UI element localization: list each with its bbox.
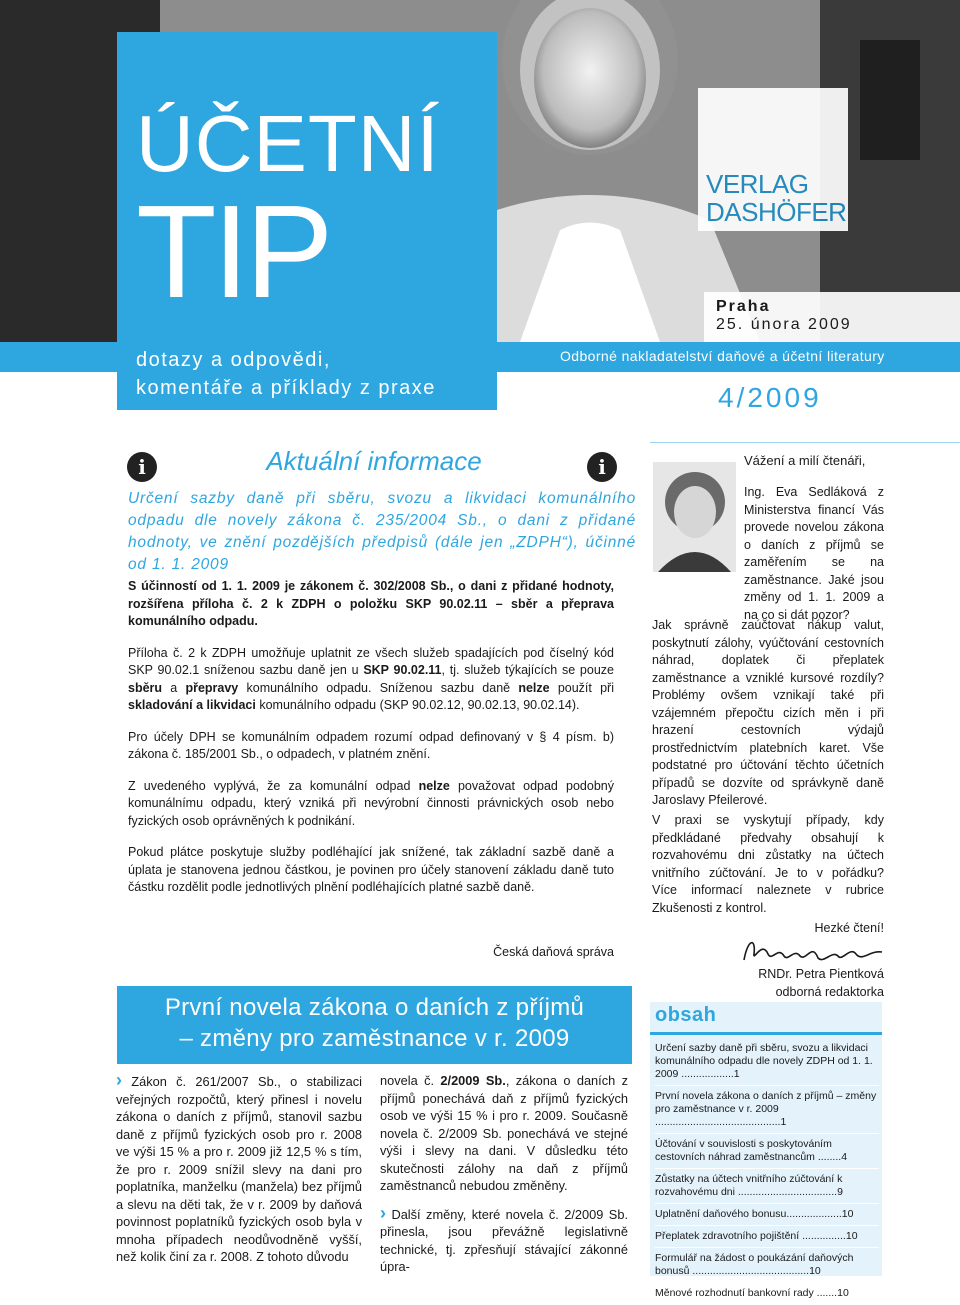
info-icon: i xyxy=(587,452,617,482)
article2-col1 xyxy=(116,1072,362,1266)
article-para-5: Pokud plátce poskytuje služby podléhající jak snížené, tak základní sazbě daně a úplata je stanovena jednou částkou, je povinen pro účely stanovení základu daně tuto částku rozdělit podle jednotlivých plnění podléhajících platné sazbě daně. xyxy=(128,845,614,894)
chevron-right-icon: › xyxy=(380,1202,386,1223)
text-run: komunálního odpadu. Sníženou sazbu daně xyxy=(238,680,519,695)
logo-text xyxy=(706,170,846,226)
article-para-1: S účinností od 1. 1. 2009 je zákonem č. 302/2008 Sb., o dani z přidané hodnoty, rozšířena příloha č. 2 k ZDPH o položku SKP 90.02.11 – sběr a přeprava komunálního odpadu. xyxy=(128,579,614,628)
section-title: Aktuální informace xyxy=(266,446,482,476)
article-body xyxy=(128,578,614,911)
text-run-bold: 2/2009 Sb. xyxy=(440,1073,506,1088)
toc-item-text: Přeplatek zdravotního pojištění ............... xyxy=(655,1230,846,1242)
text-run: použít při xyxy=(549,680,614,695)
text-run: Příloha č. 2 k ZDPH umožňuje uplatnit ze všech služeb spadajících pod číselný kód SKP 90.02.1 sníženou sazbu daně jen u xyxy=(128,645,614,677)
toc-item-page: 10 xyxy=(837,1287,849,1299)
toc-item-page: 9 xyxy=(837,1186,843,1198)
toc-item[interactable] xyxy=(655,1169,879,1204)
issue-number: 4/2009 xyxy=(718,382,822,413)
signature-image xyxy=(738,932,888,968)
toc-item-text: Určení sazby daně při sběru, svozu a likvidaci komunálního odpadu dle novely ZDPH od 1. 1. 2009 .................. xyxy=(655,1042,873,1080)
article-para-3: Pro účely DPH se komunálním odpadem rozumí odpad definovaný v § 4 písm. b) zákona č. 185/2001 Sb., o odpadech, v platném znění. xyxy=(128,729,614,761)
toc-item-text: Formulář na žádost o poukázání daňových bonusů ........................................ xyxy=(655,1252,854,1277)
toc-item-text: Zůstatky na účtech vnitřního zúčtování k rozvahovému dni .................................. xyxy=(655,1173,843,1198)
publisher-logo xyxy=(698,88,848,231)
text-run: komunálního odpadu (SKP 90.02.12, 90.02.13, 90.02.14). xyxy=(255,698,580,712)
masthead-title-line1: ÚČETNÍ xyxy=(136,99,440,188)
masthead-title-line2: TIP xyxy=(136,178,330,325)
article2-col1-text: Zákon č. 261/2007 Sb., o stabilizaci veřejných rozpočtů, který přinesl i novelu zákona o daních z příjmů, stanovil sazbu daně z příjmů fyzických osob pro r. 2008 ve výši 15 % a pro r. 2009 již 12,5 % s tím, že pro r. 2009 snížil slevy na dani pro poplatníka, manželku (manžela) bez příjmů a slevu na děti tak, že v r. 2009 by daňová povinnost poplatníků fyzických osob byla v mnoha případech neodůvodněně vyšší, než kolik činí za r. 2008. Z tohoto důvodu xyxy=(116,1074,362,1264)
toc-item-page: 4 xyxy=(841,1151,848,1163)
text-run: novela č. xyxy=(380,1073,441,1088)
article2-title-line1: První novela zákona o daních z příjmů xyxy=(164,994,585,1021)
toc-title: obsah xyxy=(655,1004,717,1026)
editorial-closing: Hezké čtení! xyxy=(814,921,884,935)
text-run: Další změny, které novela č. 2/2009 Sb. přinesla, jsou převážně legislativně technické, tj. zpřesňují stávající zákonné úpra- xyxy=(380,1206,629,1274)
editorial-para-1: Ing. Eva Sedláková z Ministerstva financí Vás provede novelou zákona o daních z příjmů se zaměřením se na zaměstnance. Jaké jsou změny od 1. 1. 2009 a na co si dát pozor? xyxy=(744,485,884,622)
toc-item[interactable] xyxy=(655,1226,879,1248)
article-lead: Určení sazby daně při sběru, svozu a likvidaci komunálního odpadu dle novely zákona č. 235/2004 Sb., o dani z přidané hodnoty, ve znění pozdějších předpisů (dále jen „ZDPH“), účinné od 1. 1. 2009 xyxy=(128,490,636,573)
text-run: a xyxy=(162,680,186,695)
article2-col2-para2 xyxy=(380,1202,629,1276)
author-role: odborná redaktorka xyxy=(775,984,884,999)
toc-item-text: První novela zákona o daních z příjmů – změny pro zaměstnance v r. 2009 ........................................... xyxy=(655,1090,877,1128)
info-icon: i xyxy=(127,452,157,482)
toc-divider xyxy=(650,1032,882,1035)
text-run-bold: nelze xyxy=(418,778,450,793)
logo-line1: VERLAG xyxy=(706,169,809,199)
toc-item[interactable] xyxy=(655,1204,879,1226)
tagline-line1: dotazy a odpovědi, xyxy=(136,349,331,371)
toc-item-page: 10 xyxy=(845,1230,858,1242)
editorial-para-2: Jak správně zaúčtovat nákup valut, poskytnutí zálohy, vyúčtování cestovních náhrad, doplatek či přeplatek zaměstnance a vzniklé kursové rozdíly? Problémy ovšem vznikají také při vzájemném přepočtu cizích měn i při hrazení cestovních výdajů prostřednictvím platebních karet. Vše podstatné pro účtování těchto účetních případů se dozvíte od správkyně daně Jaroslavy Pfeilerové. xyxy=(652,618,884,807)
portrait-illustration xyxy=(653,462,736,572)
issue-date: 25. února 2009 xyxy=(716,316,852,333)
toc-item-page: 10 xyxy=(809,1265,821,1277)
issue-city: Praha xyxy=(716,298,771,315)
article-para-2 xyxy=(128,645,614,715)
tagline-line2: komentáře a příklady z praxe xyxy=(136,377,436,399)
text-run-bold: sběru xyxy=(128,680,163,695)
editorial-author xyxy=(652,966,884,1001)
text-run: , tj. služeb týkajících se pouze xyxy=(441,663,614,677)
toc-list xyxy=(655,1038,879,1305)
editorial-para-1-top xyxy=(744,484,884,624)
logo-line2: DASHÖFER xyxy=(706,197,847,227)
text-run-bold: nelze xyxy=(518,680,550,695)
publisher-description: Odborné nakladatelství daňové a účetní literatury xyxy=(560,348,885,364)
article-para-4 xyxy=(128,778,614,831)
toc-item[interactable] xyxy=(655,1038,879,1086)
toc-item-page: 1 xyxy=(733,1068,740,1080)
article2-col2-para1 xyxy=(380,1072,628,1195)
toc-item[interactable] xyxy=(655,1283,879,1305)
article2-title xyxy=(117,992,632,1054)
masthead-tagline xyxy=(136,346,486,402)
author-name: RNDr. Petra Pientková xyxy=(758,967,884,981)
text-run-bold: skladování a likvidaci xyxy=(128,698,256,712)
article-signature: Česká daňová správa xyxy=(493,945,614,959)
toc-item-text: Uplatnění daňového bonusu................... xyxy=(655,1208,842,1220)
text-run-bold: SKP 90.02.11 xyxy=(363,663,442,677)
toc-item-text: Účtování v souvislosti s poskytováním cestovních náhrad zaměstnancům ........ xyxy=(655,1138,842,1163)
text-run: Z uvedeného vyplývá, že za komunální odpad xyxy=(128,778,419,793)
portrait-photo xyxy=(653,462,736,572)
editorial-greeting: Vážení a milí čtenáři, xyxy=(744,453,866,468)
text-run-bold: přepravy xyxy=(185,680,239,695)
toc-item-page: 10 xyxy=(841,1208,854,1220)
article2-title-line2: – změny pro zaměstnance v r. 2009 xyxy=(179,1025,570,1052)
editorial-para-3: V praxi se vyskytují případy, kdy předkládané předvahy obsahují k rozvahovému dni zůstatky na účtech vnitřního zúčtování. Je to v pořádku? Více informací naleznete v rubrice Zkušenosti z kontrol. xyxy=(652,813,884,915)
toc-item[interactable] xyxy=(655,1134,879,1169)
chevron-right-icon: › xyxy=(116,1070,122,1090)
toc-item-text: Měnové rozhodnutí bankovní rady ....... xyxy=(655,1287,838,1299)
text-run: považovat odpad podobný komunálnímu odpadu, který vzniká při nevýrobní činnosti právnických osob nebo fyzických osob oprávněných k podnikání. xyxy=(128,778,614,828)
text-run: , zákona o daních z příjmů ponechává daň z příjmů fyzických osob ve výši 15 % i pro r. 2009. Současně novela č. 2/2009 Sb. ponechává ve stejné výši i slevy na dani. V důsledku této skutečnosti zálohy na daň z příjmů zaměstnanců nebudou změněny. xyxy=(380,1073,629,1193)
toc-item[interactable] xyxy=(655,1086,879,1134)
toc-item[interactable] xyxy=(655,1248,879,1283)
editorial-divider xyxy=(650,442,960,443)
article2-col2 xyxy=(380,1072,628,1276)
toc-item-page: 1 xyxy=(780,1116,787,1128)
